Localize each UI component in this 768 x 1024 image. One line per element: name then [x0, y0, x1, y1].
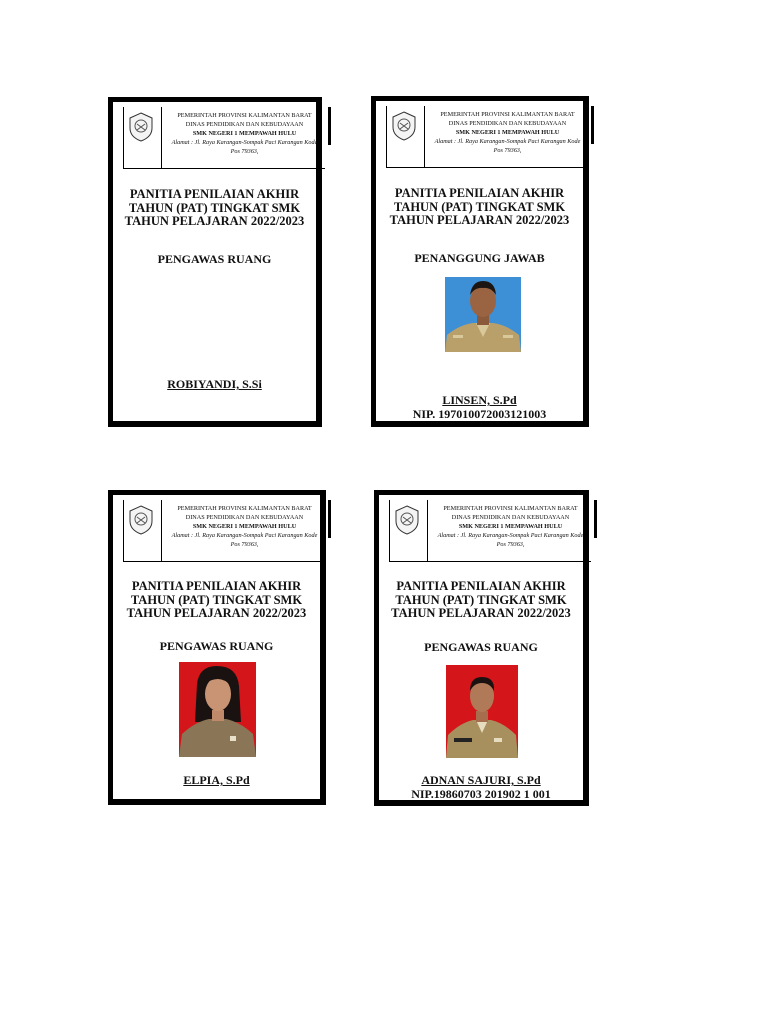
letterhead — [389, 500, 591, 562]
letterhead — [123, 500, 325, 562]
letterhead-text — [430, 504, 591, 549]
header-line-3: SMK NEGERI 1 MEMPAWAH HULU — [192, 130, 297, 137]
id-card-4 — [374, 490, 589, 806]
header-line-5: Pos 79363, — [230, 541, 259, 548]
emblem-icon — [128, 112, 154, 142]
header-line-2: DINAS PENDIDIKAN DAN KEBUDAYAAN — [185, 121, 304, 128]
role-label: PENGAWAS RUANG — [159, 639, 274, 653]
header-line-1: PEMERINTAH PROVINSI KALIMANTAN BARAT — [440, 111, 575, 118]
card-title — [376, 187, 583, 228]
person-photo — [179, 662, 256, 757]
role-label: PENANGGUNG JAWAB — [414, 251, 545, 265]
header-line-2: DINAS PENDIDIKAN DAN KEBUDAYAAN — [451, 514, 570, 521]
card-title — [113, 188, 316, 229]
title-line-3: TAHUN PELAJARAN 2022/2023 — [391, 606, 571, 620]
person-photo — [446, 665, 518, 758]
role-label: PENGAWAS RUANG — [424, 640, 538, 654]
card-title — [113, 580, 320, 621]
title-line-1: PANITIA PENILAIAN AKHIR — [394, 186, 565, 200]
emblem-icon — [391, 111, 417, 141]
header-line-3: SMK NEGERI 1 MEMPAWAH HULU — [458, 523, 563, 530]
letterhead — [386, 106, 588, 168]
card-title — [379, 580, 583, 621]
emblem-icon — [394, 505, 420, 535]
header-line-1: PEMERINTAH PROVINSI KALIMANTAN BARAT — [177, 505, 312, 512]
person-name: ELPIA, S.Pd — [183, 773, 250, 787]
title-line-2: TAHUN (PAT) TINGKAT SMK — [128, 200, 301, 215]
emblem-icon — [128, 505, 154, 535]
header-line-4: Alamat : Jl. Raya Karangan-Sompak Paci Karangan Kode — [434, 138, 581, 145]
letterhead-text — [427, 110, 588, 155]
header-line-4: Alamat : Jl. Raya Karangan-Sompak Paci Karangan Kode — [171, 139, 318, 146]
id-card-3 — [108, 490, 326, 805]
title-line-3: TAHUN PELAJARAN 2022/2023 — [124, 214, 305, 228]
role-label: PENGAWAS RUANG — [157, 252, 272, 266]
letterhead-text — [164, 111, 325, 156]
title-line-2: TAHUN (PAT) TINGKAT SMK — [395, 592, 567, 607]
title-line-1: PANITIA PENILAIAN AKHIR — [396, 579, 566, 593]
person-nip: NIP.19860703 201902 1 001 — [411, 787, 551, 801]
header-line-4: Alamat : Jl. Raya Karangan-Sompak Paci Karangan Kode — [171, 532, 318, 539]
person-name: ADNAN SAJURI, S.Pd — [421, 773, 541, 787]
id-card-1 — [108, 97, 322, 427]
person-photo — [445, 277, 521, 352]
person-name: LINSEN, S.Pd — [442, 393, 517, 407]
title-line-3: TAHUN PELAJARAN 2022/2023 — [389, 213, 570, 227]
letterhead — [123, 107, 325, 169]
letterhead-text — [164, 504, 325, 549]
header-line-5: Pos 79363, — [493, 147, 522, 154]
id-card-2 — [371, 96, 589, 427]
header-line-5: Pos 79363, — [496, 541, 525, 548]
header-line-3: SMK NEGERI 1 MEMPAWAH HULU — [192, 523, 297, 530]
title-line-1: PANITIA PENILAIAN AKHIR — [129, 187, 300, 201]
title-line-3: TAHUN PELAJARAN 2022/2023 — [126, 606, 307, 620]
title-line-2: TAHUN (PAT) TINGKAT SMK — [130, 592, 303, 607]
title-line-2: TAHUN (PAT) TINGKAT SMK — [393, 199, 566, 214]
header-line-4: Alamat : Jl. Raya Karangan-Sompak Paci Karangan Kode — [437, 532, 584, 539]
header-line-5: Pos 79363, — [230, 148, 259, 155]
person-name: ROBIYANDI, S.Si — [167, 377, 262, 391]
header-line-2: DINAS PENDIDIKAN DAN KEBUDAYAAN — [448, 120, 567, 127]
header-line-1: PEMERINTAH PROVINSI KALIMANTAN BARAT — [177, 112, 312, 119]
person-nip: NIP. 197010072003121003 — [412, 407, 547, 421]
header-line-2: DINAS PENDIDIKAN DAN KEBUDAYAAN — [185, 514, 304, 521]
title-line-1: PANITIA PENILAIAN AKHIR — [131, 579, 302, 593]
header-line-3: SMK NEGERI 1 MEMPAWAH HULU — [455, 129, 560, 136]
header-line-1: PEMERINTAH PROVINSI KALIMANTAN BARAT — [443, 505, 578, 512]
